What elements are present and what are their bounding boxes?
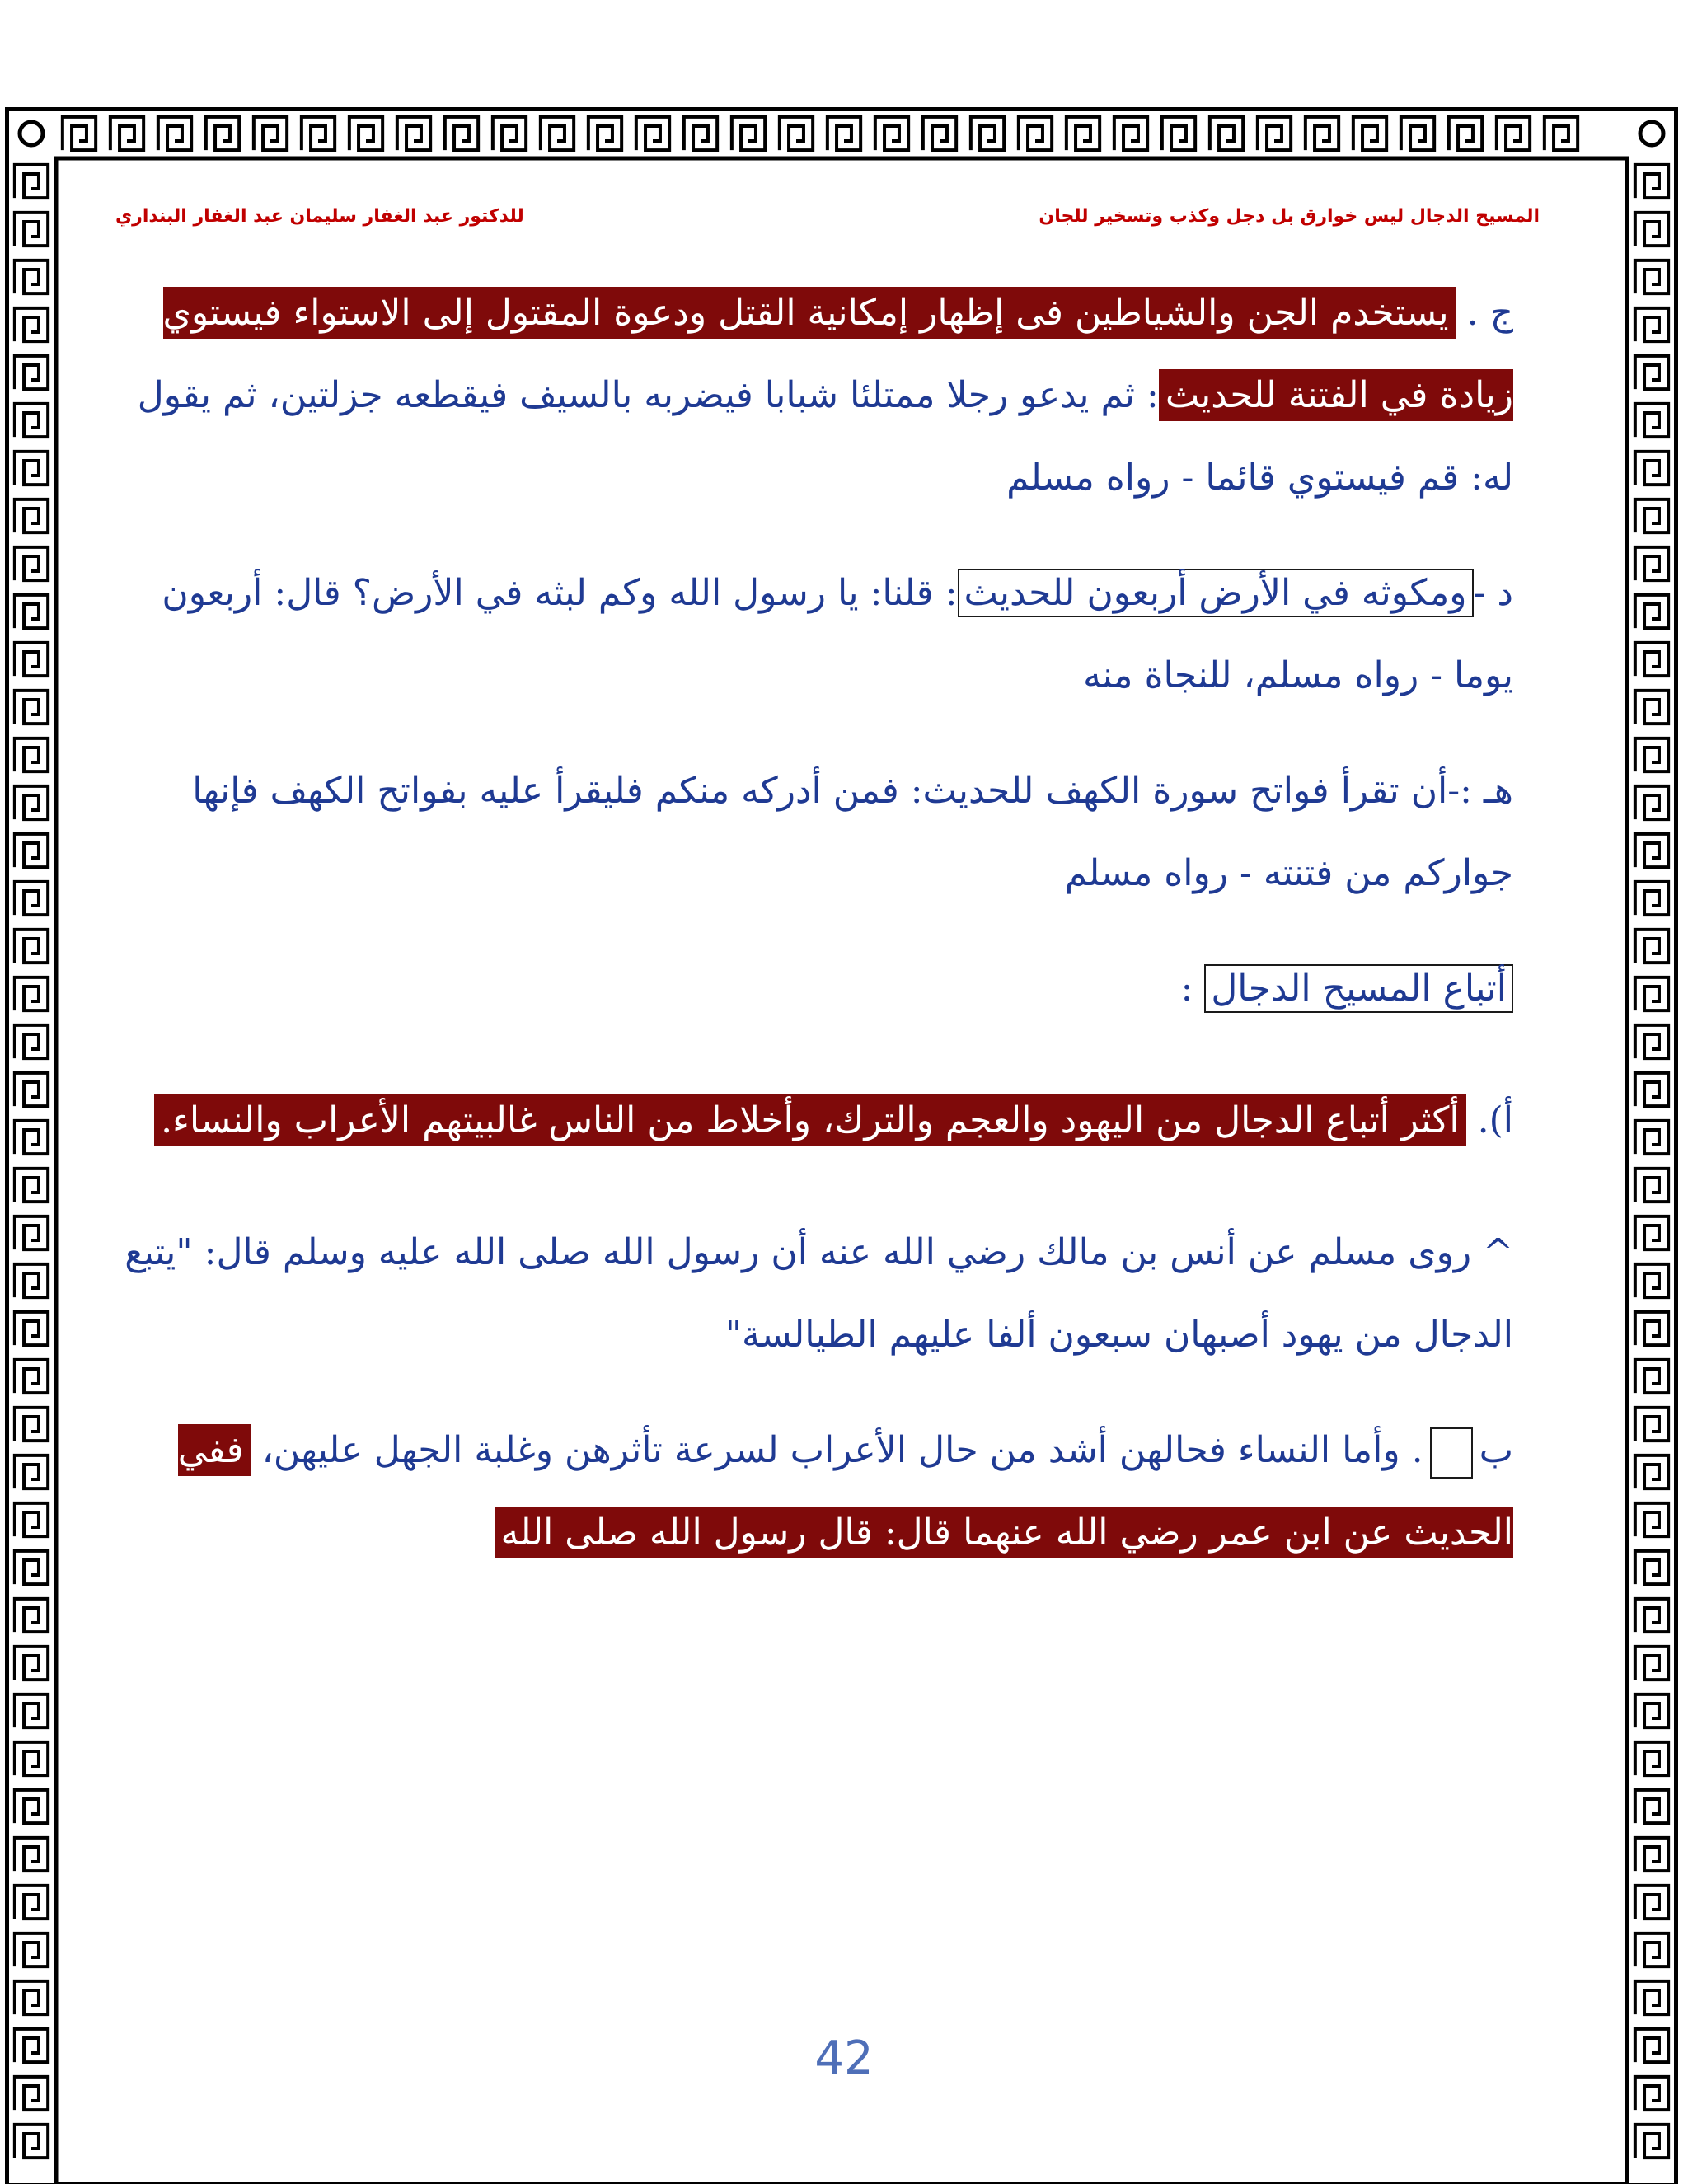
section-heading [115,948,1513,1030]
item-label-a: أ). [1465,1099,1513,1141]
paragraph-a [115,1080,1513,1162]
paragraph-h-text: هـ :-أن تقرأ فواتح سورة الكهف للحديث: فمن أدركه منكم فليقرأ عليه بفواتح الكهف فإنها جواركم من فتنته - رواه مسلم [192,770,1513,894]
highlighted-text-c: يستخدم الجن والشياطين فى إظهار إمكانية القتل ودعوة المقتول إلى الاستواء فيستوي زيادة في الفتنة للحديث [163,287,1513,421]
heading-followers: أتباع المسيح الدجال [1204,964,1513,1013]
heading-colon: : [1180,968,1205,1010]
page-body [115,272,1513,1574]
paragraph-c-text: : ثم يدعو رجلا ممتلئا شبابا فيضربه بالسيف فيقطعه جزلتين، ثم يقول له: قم فيستوي قائما - رواه مسلم [137,374,1513,499]
paragraph-b [115,1409,1513,1574]
item-label-b: ب [1479,1429,1513,1471]
highlighted-text-b: ففي الحديث عن ابن عمر رضي الله عنهما قال: قال رسول الله صلى الله [178,1424,1513,1558]
paragraph-h [115,750,1513,915]
paragraph-c [115,272,1513,519]
highlighted-text-a: أكثر أتباع الدجال من اليهود والعجم والترك، وأخلاط من الناس غالبيتهم الأعراب والنساء. [154,1094,1465,1146]
paragraph-d [115,552,1513,717]
paragraph-d-text: : قلنا: يا رسول الله وكم لبثه في الأرض؟ قال: أربعون يوما - رواه مسلم، للنجاة منه [162,572,1513,696]
page-header [115,206,1573,239]
header-book-title: المسيح الدجال ليس خوارق بل دجل وكذب وتسخير للجان [1039,206,1540,227]
hadith-paragraph [115,1212,1513,1376]
item-label-c: ج . [1455,292,1513,334]
empty-box [1430,1427,1473,1479]
paragraph-b-text: . وأما النساء فحالهن أشد من حال الأعراب لسرعة تأثرهن وغلبة الجهل عليهن، [250,1429,1423,1471]
boxed-text-d: ومكوثه في الأرض أربعون للحديث [958,569,1474,617]
header-author: للدكتور عبد الغفار سليمان عبد الغفار البنداري [115,206,524,227]
item-label-d: د - [1473,572,1513,614]
hadith-text: ^ روى مسلم عن أنس بن مالك رضي الله عنه أن رسول الله صلى الله عليه وسلم قال: "يتبع الدجال من يهود أصبهان سبعون ألفا عليهم الطيالسة" [124,1231,1513,1356]
page-number: 42 [814,2032,874,2085]
